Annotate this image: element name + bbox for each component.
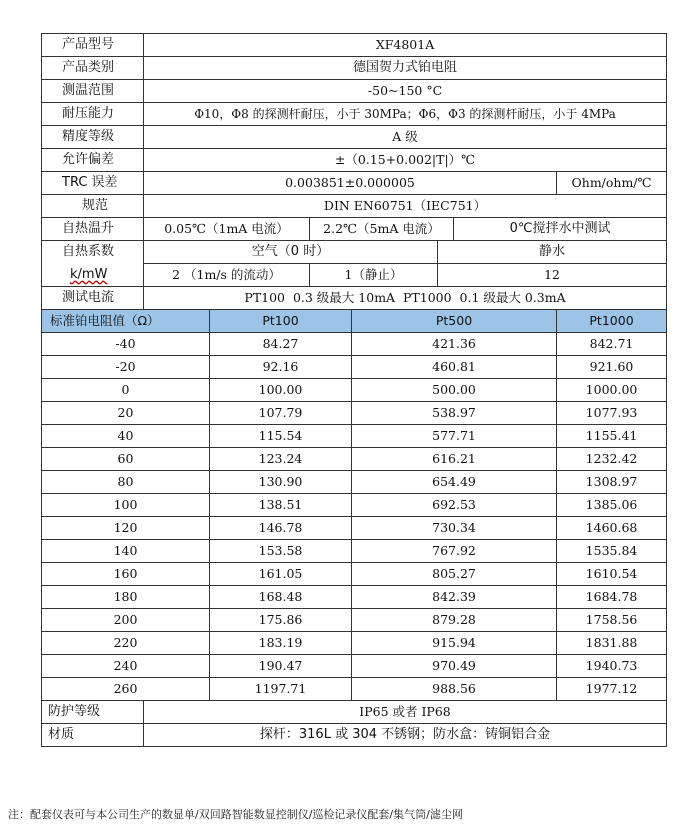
temperature-cell: 180 (42, 586, 210, 609)
coef-water-value: 12 (438, 264, 667, 287)
temperature-cell: -20 (42, 356, 210, 379)
coef-label-2-cell (42, 264, 144, 287)
resistance-cell: 1535.84 (557, 540, 667, 563)
resistance-cell: 84.27 (210, 333, 352, 356)
resistance-cell: 988.56 (352, 678, 557, 701)
selfheat-3: 0℃搅拌水中测试 (454, 218, 667, 241)
resistance-rows (42, 333, 667, 701)
coef-label-2: k/mW (70, 266, 108, 282)
row-material (42, 724, 667, 747)
resistance-cell: 138.51 (210, 494, 352, 517)
resistance-cell: 538.97 (352, 402, 557, 425)
temperature-cell: 200 (42, 609, 210, 632)
resistance-header-row (42, 310, 667, 333)
material-value: 探杆：316L 或 304 不锈钢；防水盒：铸铜铝合金 (144, 724, 667, 747)
temperature-cell: 20 (42, 402, 210, 425)
resistance-cell: 1460.68 (557, 517, 667, 540)
resistance-cell: 767.92 (352, 540, 557, 563)
table-row (42, 379, 667, 402)
pressure-value: Φ10，Φ8 的探测杆耐压，小于 30MPa；Φ6，Φ3 的探测杆耐压，小于 4MPa (144, 103, 667, 126)
resistance-cell: 100.00 (210, 379, 352, 402)
temperature-cell: 120 (42, 517, 210, 540)
resistance-cell: 1610.54 (557, 563, 667, 586)
row-grade (42, 126, 667, 149)
resistance-cell: 1000.00 (557, 379, 667, 402)
temperature-cell: 0 (42, 379, 210, 402)
coef-still: 1（静止） (310, 264, 438, 287)
resistance-cell: 161.05 (210, 563, 352, 586)
grade-value: A 级 (144, 126, 667, 149)
row-pressure (42, 103, 667, 126)
resistance-cell: 107.79 (210, 402, 352, 425)
resistance-cell: 654.49 (352, 471, 557, 494)
row-trc (42, 172, 667, 195)
row-category (42, 57, 667, 80)
resistance-cell: 805.27 (352, 563, 557, 586)
trc-value: 0.003851±0.000005 (144, 172, 557, 195)
table-row (42, 563, 667, 586)
header-pt100: Pt100 (210, 310, 352, 333)
resistance-cell: 183.19 (210, 632, 352, 655)
resistance-cell: 730.34 (352, 517, 557, 540)
tolerance-value: ±（0.15+0.002|T|）℃ (144, 149, 667, 172)
resistance-cell: 692.53 (352, 494, 557, 517)
resistance-cell: 1758.56 (557, 609, 667, 632)
row-selfheat (42, 218, 667, 241)
trc-unit: Ohm/ohm/℃ (557, 172, 667, 195)
resistance-cell: 175.86 (210, 609, 352, 632)
resistance-cell: 1155.41 (557, 425, 667, 448)
header-temp: 标准铂电阻值（Ω） (42, 310, 210, 333)
coef-flow: 2 （1m/s 的流动） (144, 264, 310, 287)
row-coef-a (42, 241, 667, 264)
current-value: PT100 0.3 级最大 10mA PT1000 0.1 级最大 0.3mA (144, 287, 667, 310)
resistance-cell: 1831.88 (557, 632, 667, 655)
resistance-cell: 130.90 (210, 471, 352, 494)
table-row (42, 356, 667, 379)
resistance-cell: 842.71 (557, 333, 667, 356)
row-coef-b (42, 264, 667, 287)
temperature-cell: 140 (42, 540, 210, 563)
category-label: 产品类别 (42, 57, 144, 80)
current-label: 测试电流 (42, 287, 144, 310)
coef-water: 静水 (438, 241, 667, 264)
resistance-cell: 921.60 (557, 356, 667, 379)
resistance-cell: 460.81 (352, 356, 557, 379)
standard-label: 规范 (42, 195, 144, 218)
protect-label: 防护等级 (42, 701, 144, 724)
model-value: XF4801A (144, 34, 667, 57)
temperature-cell: 260 (42, 678, 210, 701)
table-row (42, 586, 667, 609)
selfheat-2: 2.2℃（5mA 电流） (310, 218, 454, 241)
resistance-cell: 146.78 (210, 517, 352, 540)
resistance-cell: 1977.12 (557, 678, 667, 701)
row-current (42, 287, 667, 310)
temperature-cell: -40 (42, 333, 210, 356)
header-pt500: Pt500 (352, 310, 557, 333)
row-tolerance (42, 149, 667, 172)
resistance-cell: 168.48 (210, 586, 352, 609)
table-row (42, 402, 667, 425)
resistance-cell: 123.24 (210, 448, 352, 471)
range-value: -50~150 °C (144, 80, 667, 103)
tolerance-label: 允许偏差 (42, 149, 144, 172)
resistance-cell: 970.49 (352, 655, 557, 678)
resistance-cell: 577.71 (352, 425, 557, 448)
resistance-cell: 915.94 (352, 632, 557, 655)
resistance-cell: 1232.42 (557, 448, 667, 471)
footnote: 注：配套仪表可与本公司生产的数显单/双回路智能数显控制仪/巡检记录仪配套/集气筒/滤尘网 (8, 808, 463, 821)
standard-value: DIN EN60751（IEC751） (144, 195, 667, 218)
resistance-cell: 1940.73 (557, 655, 667, 678)
resistance-cell: 421.36 (352, 333, 557, 356)
row-standard (42, 195, 667, 218)
table-row (42, 632, 667, 655)
temperature-cell: 240 (42, 655, 210, 678)
category-value: 德国贺力式铂电阻 (144, 57, 667, 80)
protect-value: IP65 或者 IP68 (144, 701, 667, 724)
resistance-cell: 842.39 (352, 586, 557, 609)
table-row (42, 609, 667, 632)
resistance-cell: 616.21 (352, 448, 557, 471)
selfheat-1: 0.05℃（1mA 电流） (144, 218, 310, 241)
spec-table (41, 33, 667, 747)
temperature-cell: 160 (42, 563, 210, 586)
coef-label-1: 自热系数 (42, 241, 144, 264)
row-model (42, 34, 667, 57)
header-pt1000: Pt1000 (557, 310, 667, 333)
temperature-cell: 80 (42, 471, 210, 494)
material-label: 材质 (42, 724, 144, 747)
pressure-label: 耐压能力 (42, 103, 144, 126)
table-row (42, 540, 667, 563)
row-protect (42, 701, 667, 724)
table-row (42, 471, 667, 494)
resistance-cell: 879.28 (352, 609, 557, 632)
selfheat-label: 自热温升 (42, 218, 144, 241)
range-label: 测温范围 (42, 80, 144, 103)
resistance-cell: 500.00 (352, 379, 557, 402)
temperature-cell: 40 (42, 425, 210, 448)
trc-label: TRC 误差 (42, 172, 144, 195)
table-row (42, 517, 667, 540)
table-row (42, 494, 667, 517)
temperature-cell: 100 (42, 494, 210, 517)
resistance-cell: 1684.78 (557, 586, 667, 609)
resistance-cell: 1385.06 (557, 494, 667, 517)
resistance-cell: 92.16 (210, 356, 352, 379)
table-row (42, 448, 667, 471)
table-row (42, 333, 667, 356)
table-row (42, 425, 667, 448)
temperature-cell: 220 (42, 632, 210, 655)
grade-label: 精度等级 (42, 126, 144, 149)
resistance-cell: 1077.93 (557, 402, 667, 425)
row-range (42, 80, 667, 103)
model-label: 产品型号 (42, 34, 144, 57)
table-row (42, 655, 667, 678)
temperature-cell: 60 (42, 448, 210, 471)
coef-air: 空气（0 时） (144, 241, 438, 264)
resistance-cell: 190.47 (210, 655, 352, 678)
resistance-cell: 115.54 (210, 425, 352, 448)
table-row (42, 678, 667, 701)
resistance-cell: 1308.97 (557, 471, 667, 494)
resistance-cell: 1197.71 (210, 678, 352, 701)
resistance-cell: 153.58 (210, 540, 352, 563)
